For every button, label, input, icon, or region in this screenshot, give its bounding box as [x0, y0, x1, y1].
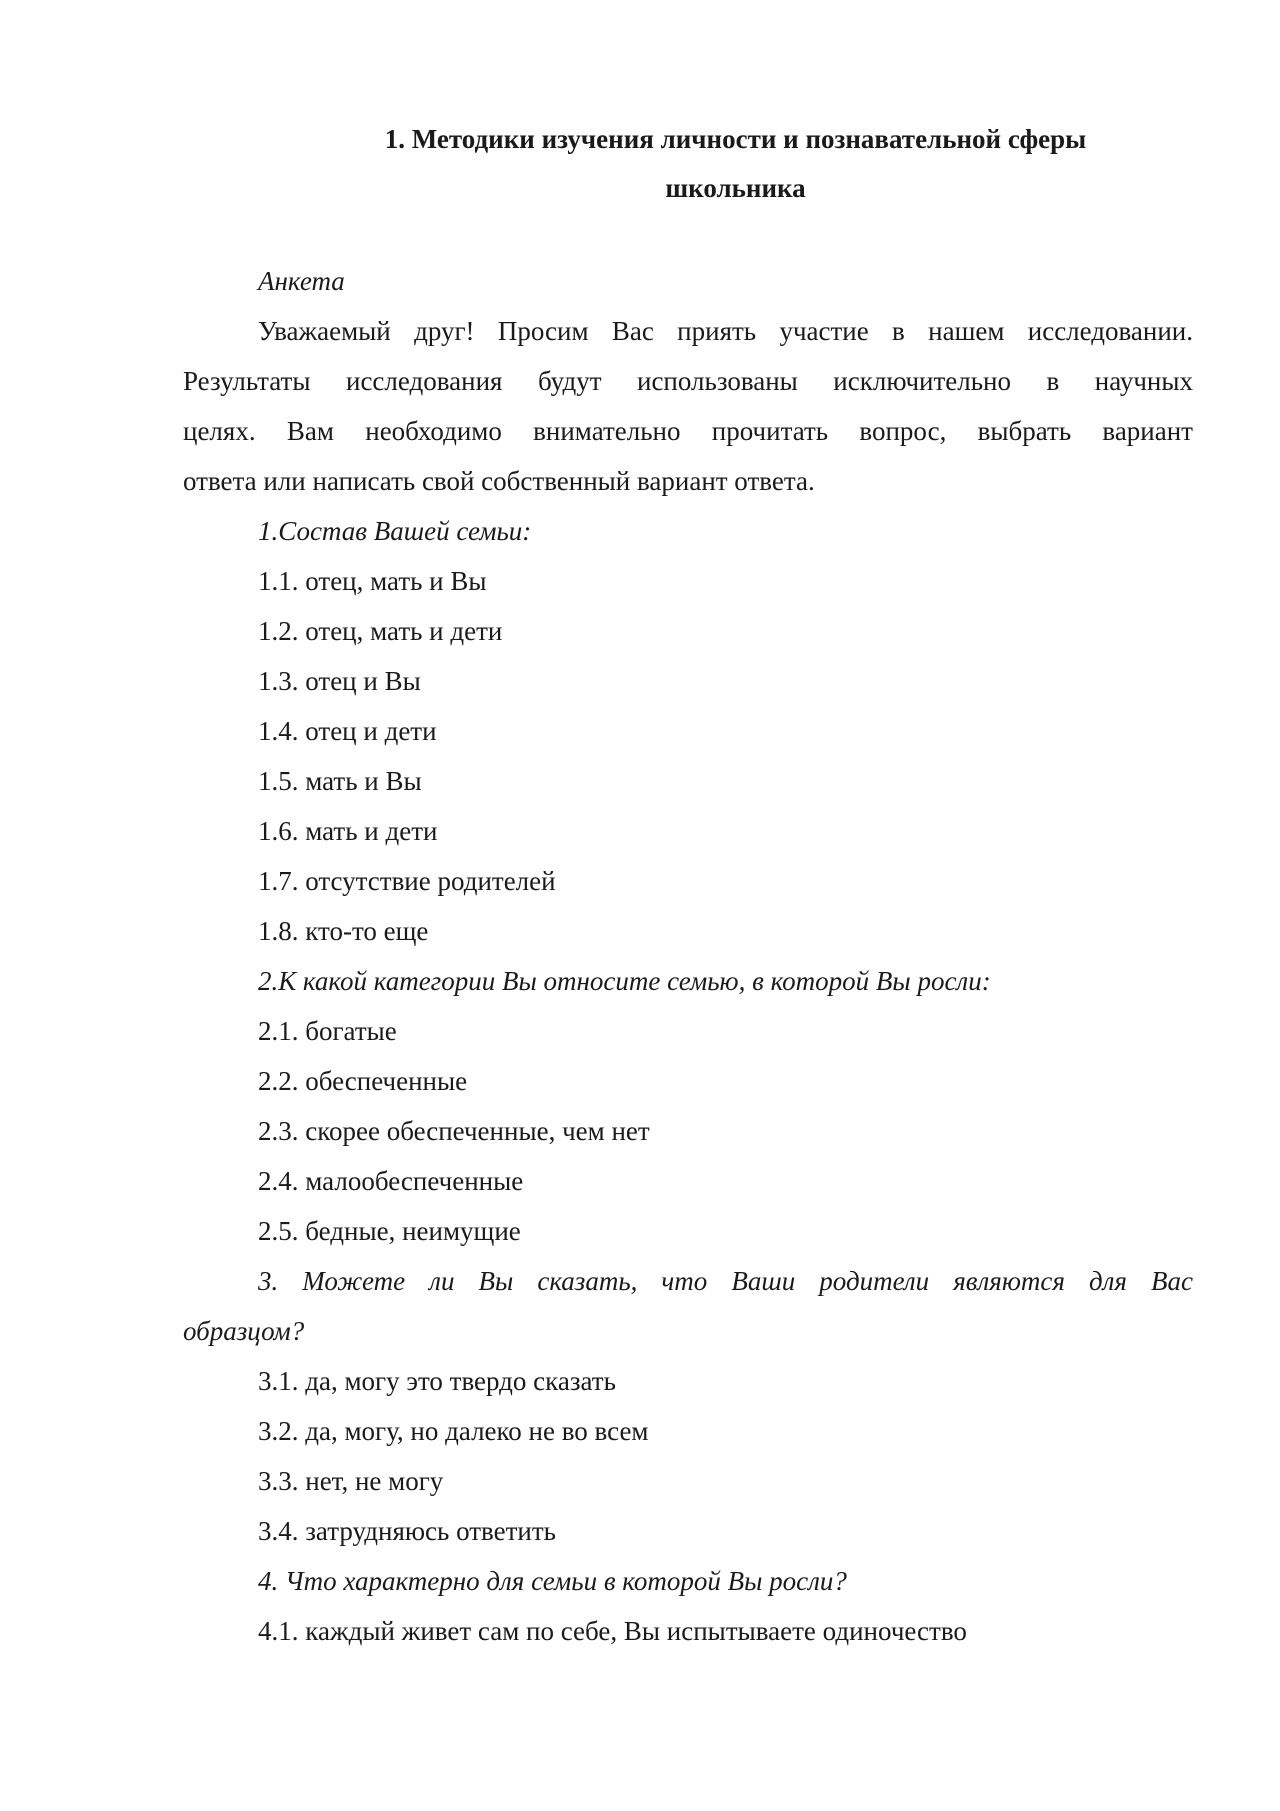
answer-option: 4.1. каждый живет сам по себе, Вы испытываете одиночество	[258, 1616, 967, 1646]
survey-label: Анкета	[258, 266, 345, 296]
answer-option: 1.5. мать и Вы	[258, 766, 422, 796]
intro-paragraph-line: целях. Вам необходимо внимательно прочитать вопрос, выбрать вариант	[183, 416, 1193, 446]
intro-paragraph-line: Уважаемый друг! Просим Вас приять участие в нашем исследовании.	[258, 316, 1193, 346]
answer-option: 2.1. богатые	[258, 1016, 397, 1046]
question-4: 4. Что характерно для семьи в которой Вы росли?	[258, 1566, 847, 1596]
answer-option: 1.3. отец и Вы	[258, 666, 421, 696]
answer-option: 1.7. отсутствие родителей	[258, 866, 556, 896]
answer-option: 3.4. затрудняюсь ответить	[258, 1516, 556, 1546]
question-1: 1.Состав Вашей семьи:	[258, 516, 532, 546]
question-3-continued: образцом?	[183, 1316, 305, 1346]
answer-option: 1.8. кто-то еще	[258, 916, 429, 946]
intro-paragraph-line: Результаты исследования будут использованы исключительно в научных	[183, 366, 1193, 396]
answer-option: 2.3. скорее обеспеченные, чем нет	[258, 1116, 650, 1146]
page-title: 1. Методики изучения личности и познавательной сферы	[384, 124, 1087, 154]
answer-option: 3.3. нет, не могу	[258, 1466, 444, 1496]
question-3: 3. Можете ли Вы сказать, что Ваши родители являются для Вас	[258, 1266, 1193, 1296]
intro-paragraph-line: ответа или написать свой собственный вариант ответа.	[183, 466, 815, 496]
answer-option: 3.1. да, могу это твердо сказать	[258, 1366, 616, 1396]
answer-option: 1.2. отец, мать и дети	[258, 616, 503, 646]
answer-option: 2.5. бедные, неимущие	[258, 1216, 521, 1246]
answer-option: 2.4. малообеспеченные	[258, 1166, 524, 1196]
answer-option: 1.4. отец и дети	[258, 716, 437, 746]
answer-option: 1.6. мать и дети	[258, 816, 438, 846]
page-title-continued: школьника	[665, 173, 806, 203]
answer-option: 3.2. да, могу, но далеко не во всем	[258, 1416, 649, 1446]
question-2: 2.К какой категории Вы относите семью, в которой Вы росли:	[258, 966, 991, 996]
answer-option: 1.1. отец, мать и Вы	[258, 566, 487, 596]
answer-option: 2.2. обеспеченные	[258, 1066, 468, 1096]
